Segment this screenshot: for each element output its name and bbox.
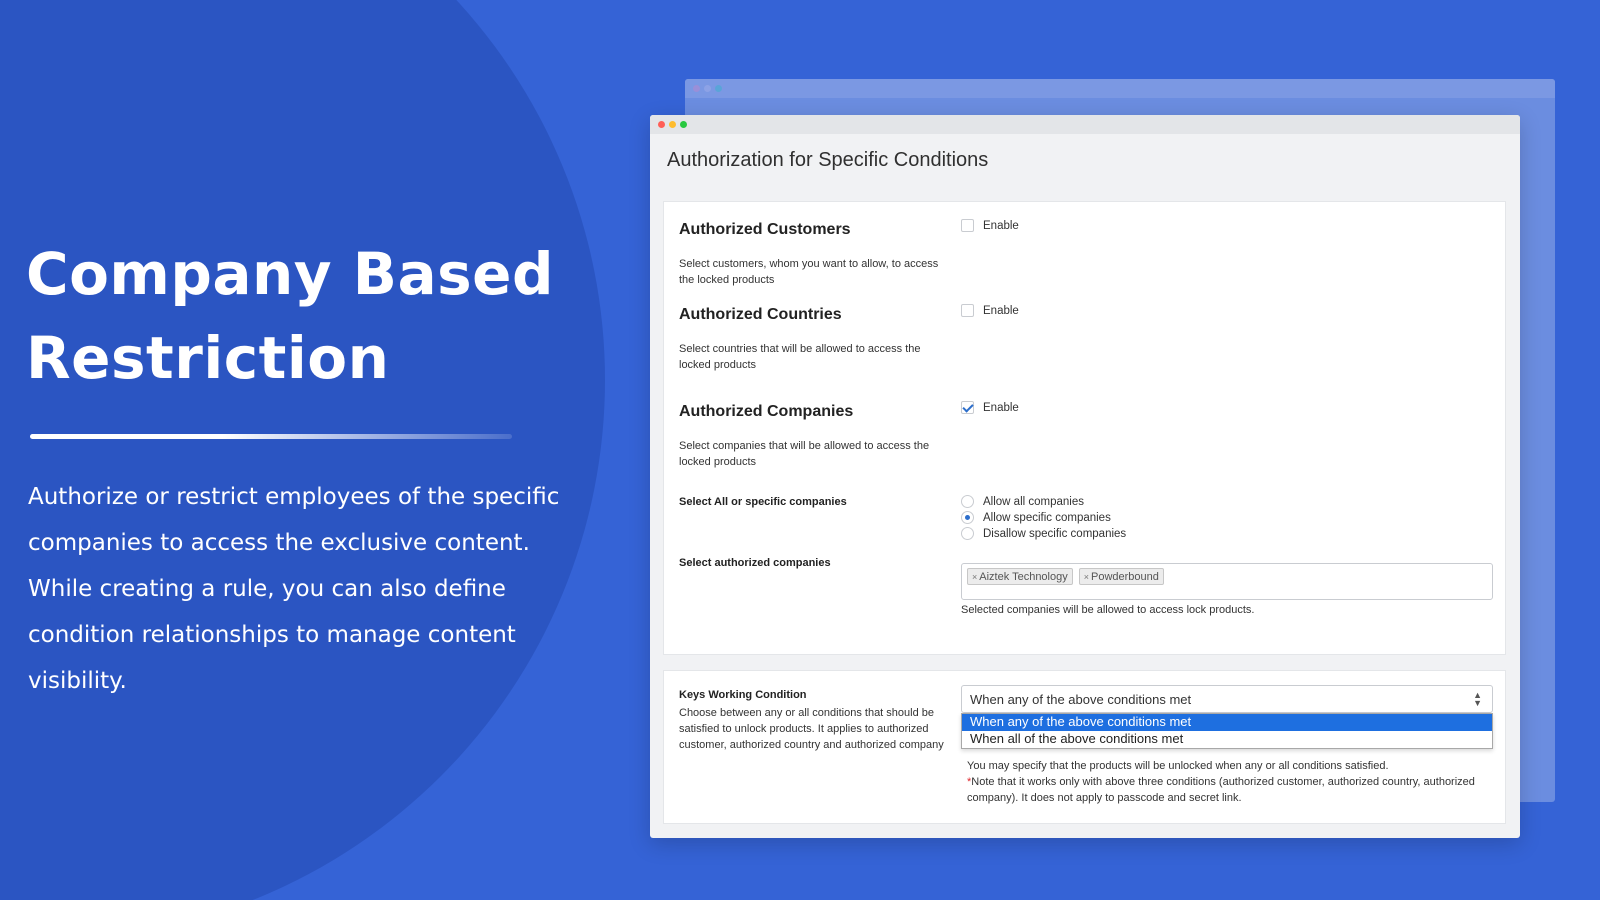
- conditions-card: [663, 201, 1506, 655]
- dropdown-option-any[interactable]: When any of the above conditions met: [962, 714, 1492, 731]
- close-dot-icon[interactable]: [658, 121, 665, 128]
- settings-window: [650, 115, 1520, 838]
- radio-disallow-specific-label: Disallow specific companies: [983, 527, 1127, 540]
- keys-condition-card: [663, 670, 1506, 824]
- keys-note-warning-block: [967, 774, 1491, 806]
- keys-description: Choose between any or all conditions that should be satisfied to unlock products. It applies to authorized customer, authorized country and authorized company: [679, 707, 944, 751]
- checkmark-icon[interactable]: [961, 401, 974, 414]
- hero-title-line2: Restriction: [26, 324, 390, 392]
- checkbox-icon[interactable]: [961, 219, 974, 232]
- maximize-dot-icon: [715, 85, 722, 92]
- keys-title: Keys Working Condition: [679, 689, 807, 701]
- company-tag[interactable]: [1079, 568, 1164, 585]
- background-circle: [0, 0, 605, 900]
- countries-title: Authorized Countries: [679, 306, 842, 323]
- radio-allow-all-label: Allow all companies: [983, 495, 1084, 508]
- hero-description: Authorize or restrict employees of the specific companies to access the exclusive content. While creating a rule, you can also define condition relationships to manage content visibility.: [28, 484, 560, 694]
- customers-description: Select customers, whom you want to allow, to access the locked products: [679, 258, 939, 286]
- company-tag-label: Aiztek Technology: [979, 570, 1068, 583]
- hero-title: [26, 232, 586, 400]
- minimize-dot-icon[interactable]: [669, 121, 676, 128]
- keys-note-line: You may specify that the products will be unlocked when any or all conditions satisfied.: [967, 760, 1389, 772]
- companies-description: Select companies that will be allowed to access the locked products: [679, 440, 930, 468]
- keys-selected-value: When any of the above conditions met: [970, 692, 1192, 707]
- close-dot-icon: [693, 85, 700, 92]
- dropdown-option-all[interactable]: When all of the above conditions met: [970, 731, 1184, 746]
- companies-help-text: Selected companies will be allowed to access lock products.: [961, 604, 1255, 616]
- hero-title-line1: Company Based: [26, 240, 555, 308]
- companies-multiselect[interactable]: [961, 563, 1493, 600]
- companies-title: Authorized Companies: [679, 403, 854, 420]
- minimize-dot-icon: [704, 85, 711, 92]
- company-tag-label: Powderbound: [1091, 570, 1159, 583]
- authorized-companies-label: Select authorized companies: [679, 557, 831, 569]
- companies-scope-label: Select All or specific companies: [679, 496, 847, 508]
- keys-condition-dropdown: [961, 713, 1493, 749]
- keys-condition-select[interactable]: [961, 685, 1493, 713]
- radio-icon[interactable]: [961, 495, 974, 508]
- companies-enable-checkbox[interactable]: [961, 401, 1019, 414]
- checkbox-icon[interactable]: [961, 304, 974, 317]
- customers-title: Authorized Customers: [679, 221, 851, 238]
- window-titlebar: [650, 115, 1520, 134]
- remove-tag-icon[interactable]: ×: [972, 571, 978, 582]
- companies-enable-label: Enable: [983, 401, 1019, 414]
- keys-note: [967, 758, 1491, 806]
- page-title: Authorization for Specific Conditions: [667, 149, 989, 171]
- countries-enable-checkbox[interactable]: [961, 304, 1019, 317]
- radio-disallow-specific[interactable]: [961, 527, 1126, 540]
- customers-enable-label: Enable: [983, 219, 1019, 232]
- customers-enable-checkbox[interactable]: [961, 219, 1019, 232]
- radio-selected-icon[interactable]: [961, 511, 974, 524]
- remove-tag-icon[interactable]: ×: [1083, 571, 1089, 582]
- radio-icon[interactable]: [961, 527, 974, 540]
- radio-allow-specific-label: Allow specific companies: [983, 511, 1111, 524]
- company-tag[interactable]: [967, 568, 1073, 585]
- background-window-titlebar: [685, 79, 1555, 98]
- countries-enable-label: Enable: [983, 304, 1019, 317]
- radio-allow-specific[interactable]: [961, 511, 1111, 524]
- select-arrows-icon: ▲ ▼: [1473, 690, 1482, 708]
- radio-allow-all[interactable]: [961, 495, 1084, 508]
- required-star: *: [967, 776, 972, 788]
- maximize-dot-icon[interactable]: [680, 121, 687, 128]
- keys-note-warning: Note that it works only with above three conditions (authorized customer, authorized country, authorized company). It does not apply to passcode and secret link.: [967, 776, 1475, 804]
- countries-description: Select countries that will be allowed to access the locked products: [679, 343, 921, 371]
- hero-divider: [30, 434, 512, 439]
